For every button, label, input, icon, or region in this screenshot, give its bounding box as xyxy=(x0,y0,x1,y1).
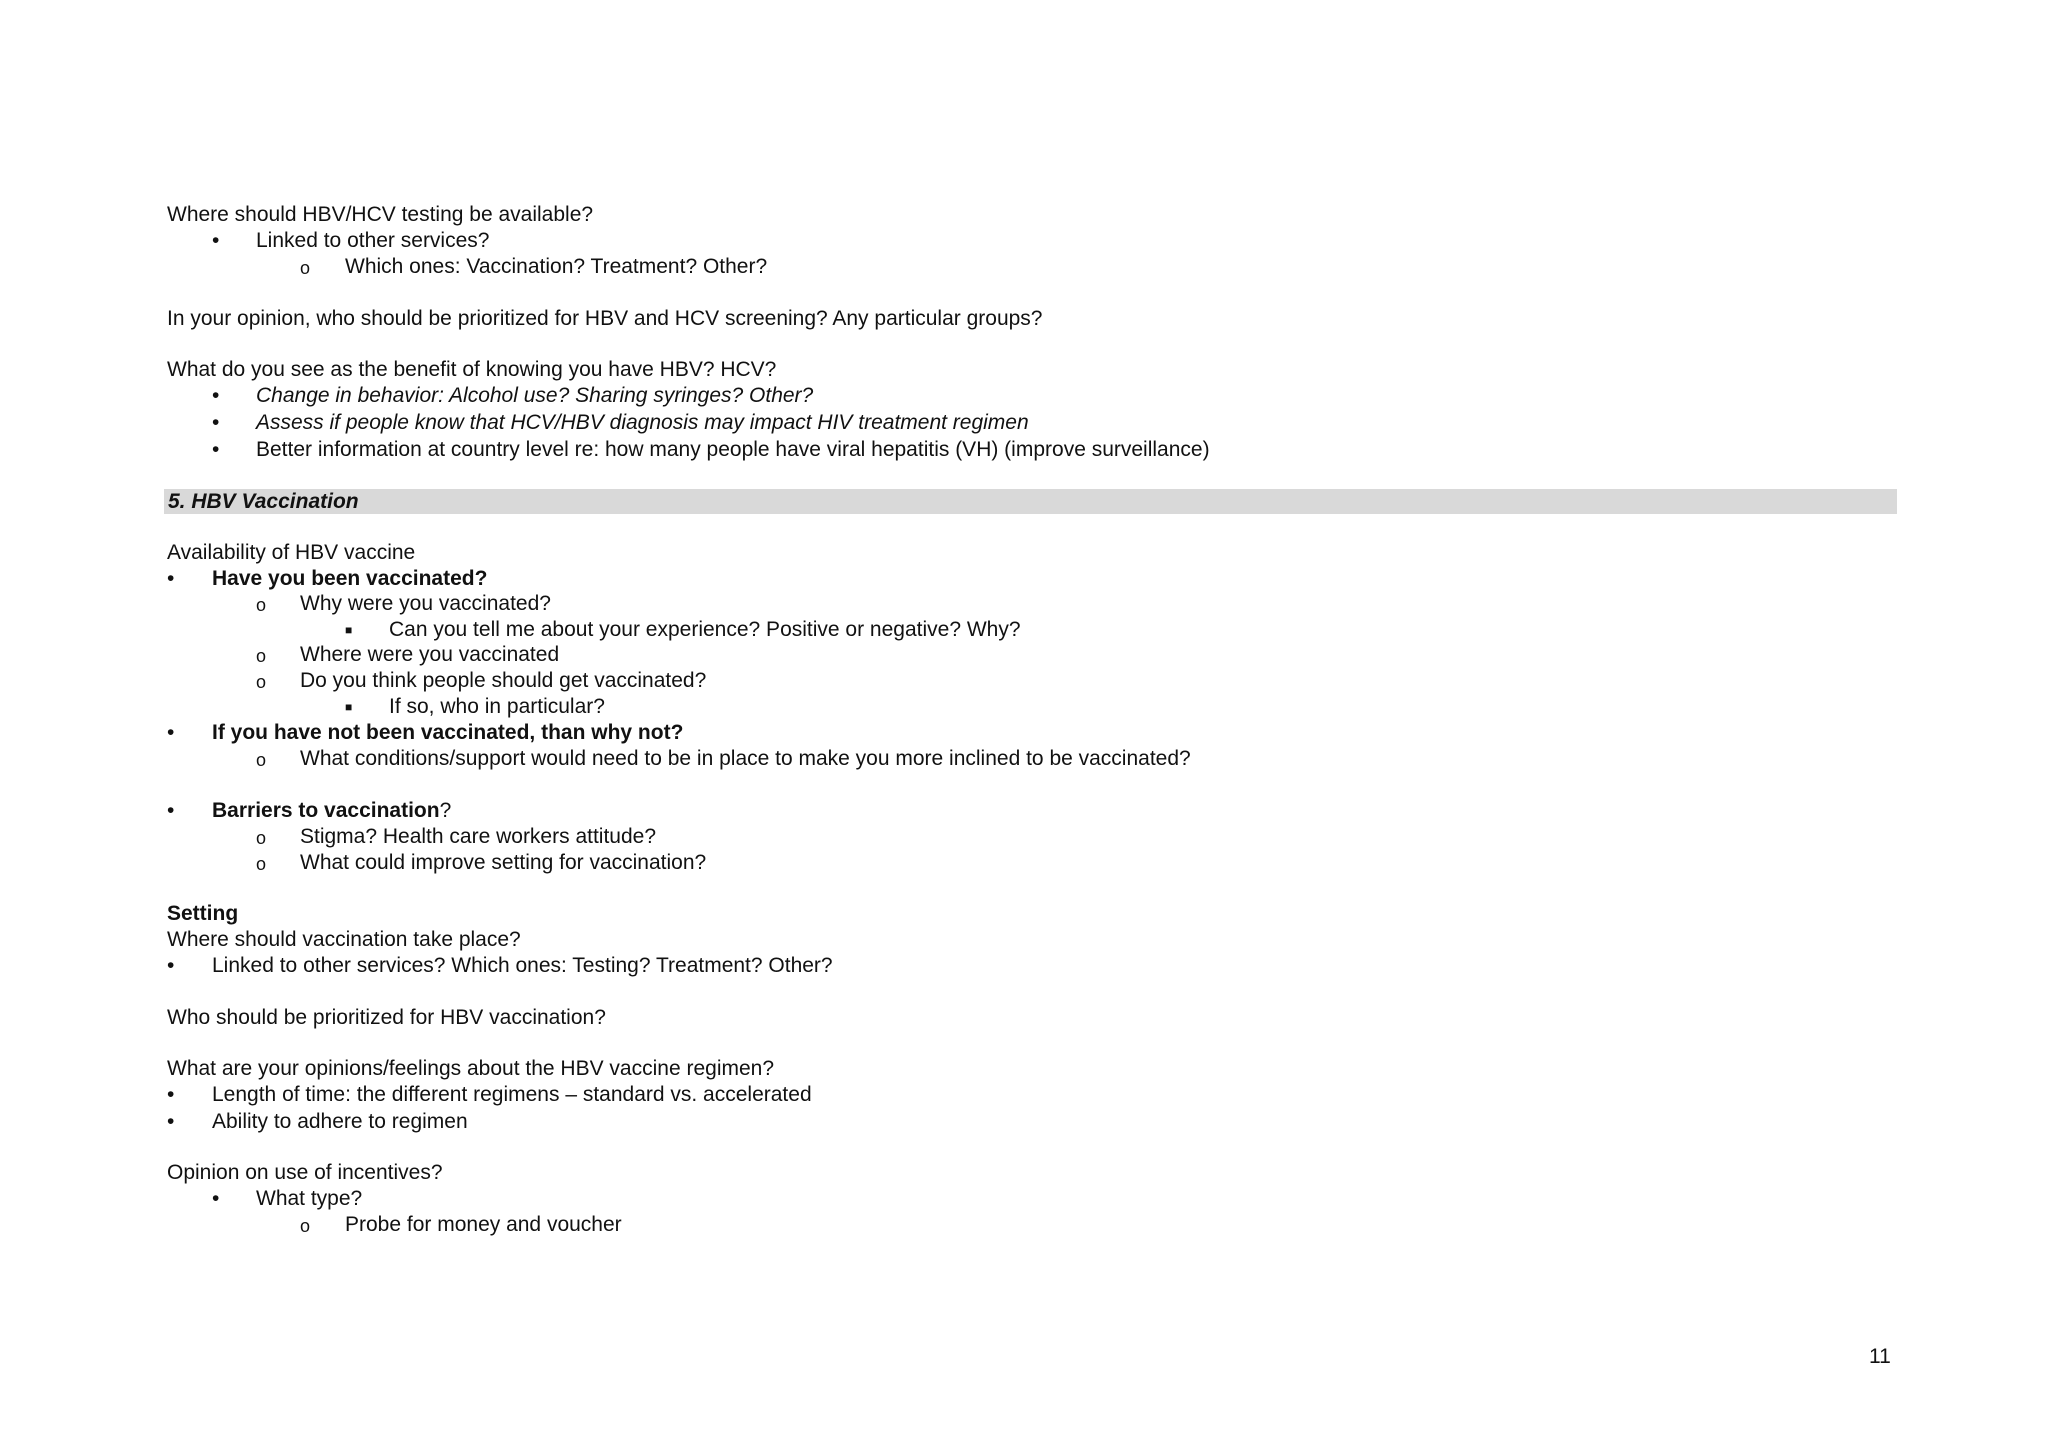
bullet-icon: • xyxy=(212,1187,220,1210)
square-bullet-icon: ■ xyxy=(345,700,353,714)
list-item: Assess if people know that HCV/HBV diagnosis may impact HIV treatment regimen xyxy=(256,411,1029,434)
list-item xyxy=(212,798,451,824)
list-item: If so, who in particular? xyxy=(389,695,605,718)
circle-bullet-icon: o xyxy=(256,750,267,770)
square-bullet-icon: ■ xyxy=(345,623,353,637)
list-item: Do you think people should get vaccinated? xyxy=(300,669,707,692)
question-incentives: Opinion on use of incentives? xyxy=(167,1161,443,1184)
list-item: What conditions/support would need to be in place to make you more inclined to be vaccinated? xyxy=(300,747,1191,770)
question-regimen: What are your opinions/feelings about the HBV vaccine regimen? xyxy=(167,1057,775,1080)
circle-bullet-icon: o xyxy=(256,595,267,615)
list-item: What could improve setting for vaccination? xyxy=(300,851,707,874)
bullet-icon: • xyxy=(167,1083,175,1106)
section-title: 5. HBV Vaccination xyxy=(168,490,359,513)
question-vaccination-priority: Who should be prioritized for HBV vaccination? xyxy=(167,1006,606,1029)
list-item: Linked to other services? Which ones: Testing? Treatment? Other? xyxy=(212,954,833,977)
barriers-label: Barriers to vaccination xyxy=(212,799,440,822)
circle-bullet-icon: o xyxy=(256,672,267,692)
list-item: Change in behavior: Alcohol use? Sharing syringes? Other? xyxy=(256,384,814,407)
circle-bullet-icon: o xyxy=(256,854,267,874)
bullet-icon: • xyxy=(167,799,175,822)
list-item: Where were you vaccinated xyxy=(300,643,560,666)
list-item: Probe for money and voucher xyxy=(345,1213,622,1236)
question-vaccination-location: Where should vaccination take place? xyxy=(167,928,521,951)
list-item: What type? xyxy=(256,1187,363,1210)
list-item: Which ones: Vaccination? Treatment? Other? xyxy=(345,255,768,278)
question-testing-location: Where should HBV/HCV testing be available? xyxy=(167,203,594,226)
question-screening-priority: In your opinion, who should be prioritized for HBV and HCV screening? Any particular groups? xyxy=(167,307,1043,330)
list-item: Ability to adhere to regimen xyxy=(212,1110,468,1133)
page-number: 11 xyxy=(1869,1345,1891,1368)
bullet-icon: • xyxy=(167,954,175,977)
list-item: Why were you vaccinated? xyxy=(300,592,551,615)
circle-bullet-icon: o xyxy=(256,828,267,848)
list-item: Stigma? Health care workers attitude? xyxy=(300,825,657,848)
list-item: Better information at country level re: how many people have viral hepatitis (VH) (improve surveillance) xyxy=(256,438,1210,461)
circle-bullet-icon: o xyxy=(300,1216,311,1236)
bullet-icon: • xyxy=(212,411,220,434)
circle-bullet-icon: o xyxy=(256,646,267,666)
bullet-icon: • xyxy=(167,721,175,744)
circle-bullet-icon: o xyxy=(300,258,311,278)
question-benefit: What do you see as the benefit of knowing you have HBV? HCV? xyxy=(167,358,777,381)
bullet-icon: • xyxy=(212,229,220,252)
list-item: Linked to other services? xyxy=(256,229,490,252)
section-header-bar xyxy=(164,489,1897,514)
bullet-icon: • xyxy=(212,384,220,407)
bullet-icon: • xyxy=(167,1110,175,1133)
list-item: If you have not been vaccinated, than why not? xyxy=(212,721,684,744)
topic-availability: Availability of HBV vaccine xyxy=(167,541,416,564)
list-item: Length of time: the different regimens – standard vs. accelerated xyxy=(212,1083,812,1106)
subheading-setting: Setting xyxy=(167,902,239,925)
list-item: Have you been vaccinated? xyxy=(212,567,488,590)
bullet-icon: • xyxy=(212,438,220,461)
list-item: Can you tell me about your experience? Positive or negative? Why? xyxy=(389,618,1021,641)
bullet-icon: • xyxy=(167,567,175,590)
barriers-question-mark: ? xyxy=(439,799,452,822)
